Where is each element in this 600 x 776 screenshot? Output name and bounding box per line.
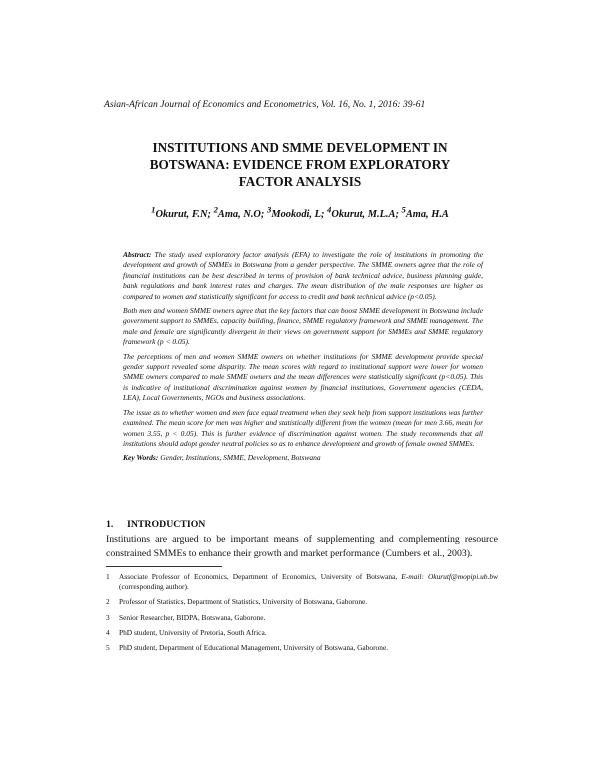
author-list (110, 205, 490, 220)
keywords-label: Key Words: (123, 453, 159, 463)
author: $^1$Okurut, F.N; (151, 205, 214, 221)
title-line: INSTITUTIONS AND SMME DEVELOPMENT IN (152, 140, 448, 155)
author: $^2$Ama, N.O; (213, 205, 267, 221)
section-heading (106, 519, 205, 530)
abstract-paragraph: Both men and women SMME owners agree that the key factors that can boost SMME development in Botswana include government support to SMMEs, capacity building, finance, SMME regulatory framework and SMME management. The male and female are significantly divergent in their views on government support for SMMEs and SMME regulatory framework (p < 0.05). (123, 306, 483, 347)
section-title: INTRODUCTION (127, 519, 206, 530)
footnote-divider (106, 566, 222, 567)
footnote: 4 PhD student, University of Pretoria, South Africa. (106, 627, 267, 637)
author: $^3$Mookodi, L; (267, 205, 328, 221)
intro-text: Institutions are argued to be important means of supplementing and complementing resource constrained SMMEs to enhance their growth and market performance (Cumbers et al., 2003). (106, 534, 498, 559)
abstract-paragraph: Abstract: The study used exploratory factor analysis (EFA) to investigate the role of institutions in promoting the development and growth of SMMEs in Botswana from a gender perspective. The SMME owners agree that the role of financial institutions can be best described in terms of provision of bank technical advice, business planning guide, bank regulations and bank interest rates and charges. The mean distribution of the male responses are higher as compared to women and statistically significant for access to credit and bank technical advice (p<0.05). (123, 250, 484, 301)
footnote: 1 Associate Professor of Economics, Department of Economics, University of Botswana, E-mail: Okurutf@mopipi.ub.bw (corresponding author). (106, 572, 498, 592)
footnote: 5 PhD student, Department of Educational Management, University of Botswana, Gaborone. (106, 643, 389, 653)
abstract-paragraph: The perceptions of men and women SMME owners on whether institutions for SMME development provide special gender support revealed some disparity. The mean scores with regard to institutional support were lower for women SMME owners compared to male SMME owners and the mean differences were statistically significant (p<0.05). This is indicative of institutional discrimination against women by financial institutions, Government agencies (CEDA, LEA), Local Governments, NGOs and business associations. (123, 351, 483, 403)
email-link[interactable]: E-mail: Okurutf@mopipi.ub.bw (401, 572, 498, 581)
title-line: BOTSWANA: EVIDENCE FROM EXPLORATORY (149, 157, 451, 172)
title-line: FACTOR ANALYSIS (238, 174, 362, 189)
abstract (123, 250, 483, 468)
author: $^5$Ama, H.A (401, 205, 449, 221)
journal-header: Asian-African Journal of Economics and Econometrics, Vol. 16, No. 1, 2016: 39-61 (104, 99, 426, 110)
footnote: 3 Senior Researcher, BIDPA, Botswana, Gaborone. (106, 612, 266, 622)
footnotes (106, 572, 498, 658)
paper-title (110, 139, 490, 190)
keywords: Key Words: Gender, Institutions, SMME, Development, Botswana (123, 453, 321, 463)
abstract-paragraph: The issue as to whether women and men face equal treatment when they seek help from support institutions was further examined. The mean score for men was higher and statistically different from the women (mean for men 3.66, mean for women 3.55, p < 0.05). This is further evidence of discrimination against women. The study recommends that all institutions should adopt gender neutral policies so as to enhance development and growth of female owned SMMEs. (123, 407, 483, 448)
footnote: 2 Professor of Statistics, Department of Statistics, University of Botswana, Gaborone. (106, 597, 368, 607)
abstract-label: Abstract: (123, 250, 152, 259)
section-number: 1. (106, 519, 114, 530)
author: $^4$Okurut, M.L.A; (327, 205, 402, 221)
